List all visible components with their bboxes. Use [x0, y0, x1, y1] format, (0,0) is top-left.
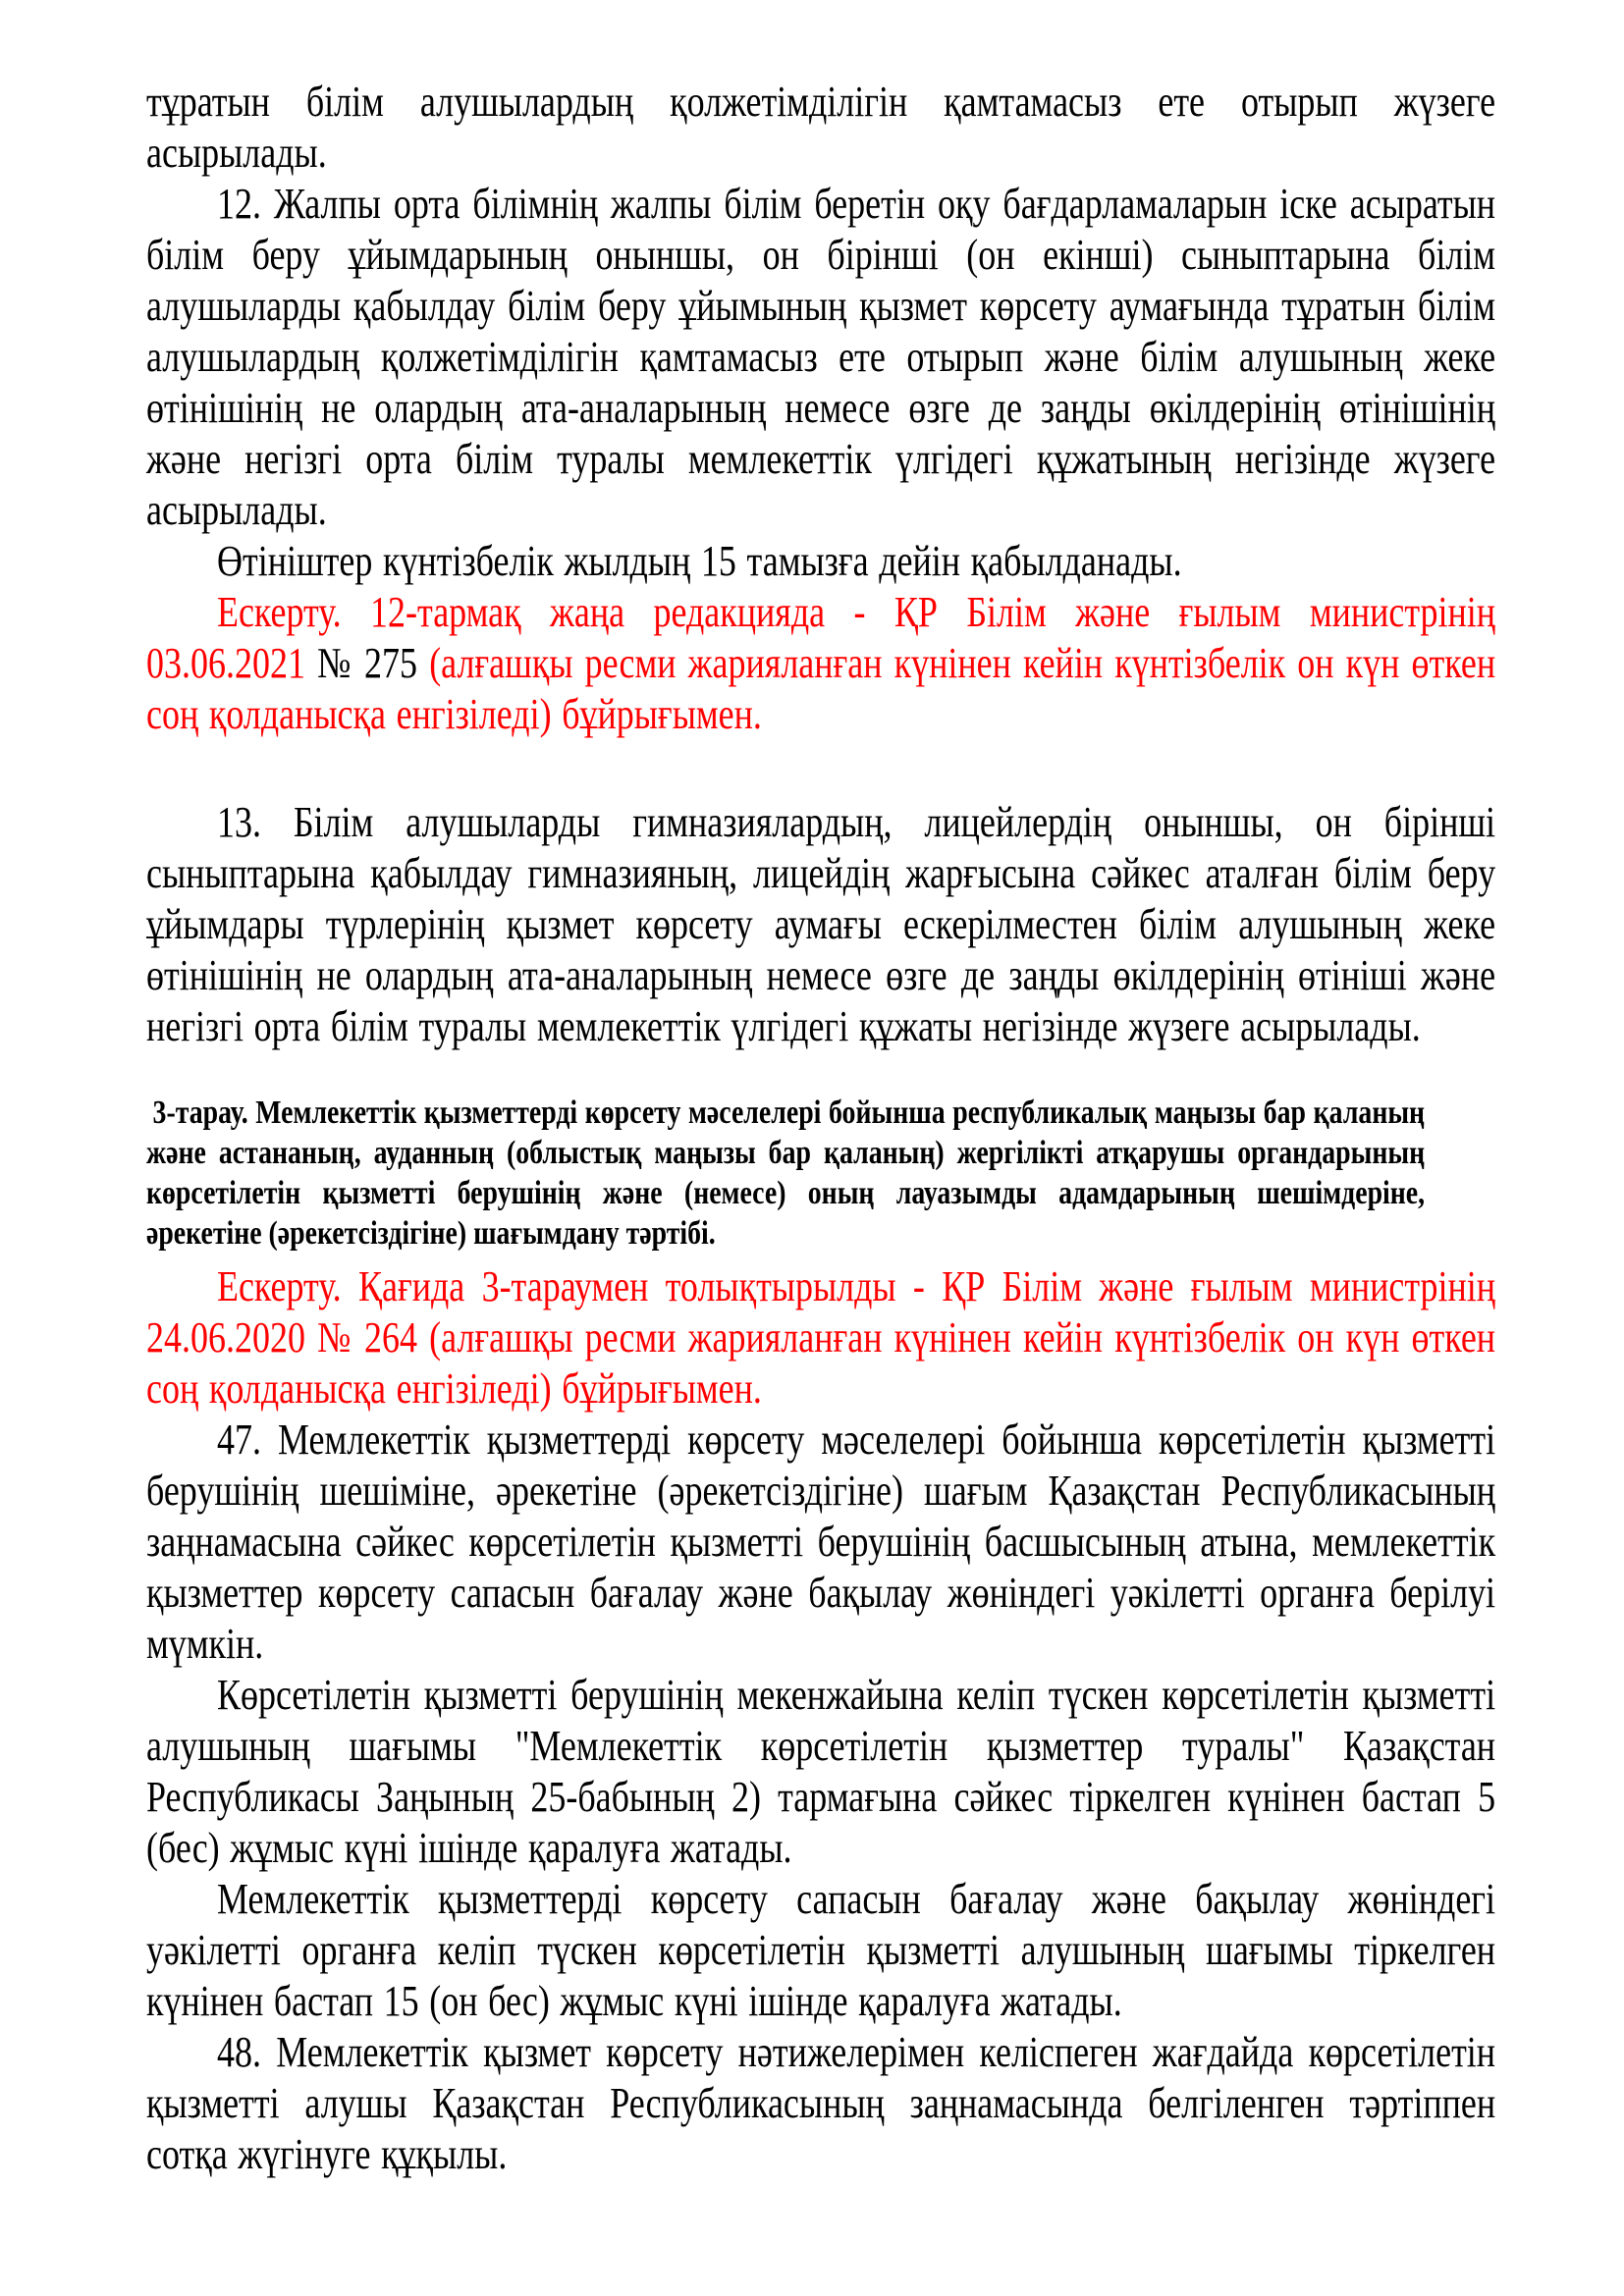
paragraph-47: 47. Мемлекеттік қызметтерді көрсету мәселелері бойынша көрсетілетін қызметті берушінің шешіміне, әрекетіне (әрекетсіздігіне) шағым Қазақстан Республикасының заңнамасына сәйкес көрсетілетін қызметті берушінің басшысының атына, мемлекеттік қызметтер көрсету сапасын бағалау және бақылау жөніндегі уәкілетті органға берілуі мүмкін. — [146, 1415, 1496, 1668]
note-paragraph-12 — [146, 587, 1495, 740]
paragraph-12: 12. Жалпы орта білімнің жалпы білім беретін оқу бағдарламаларын іске асыратын білім беру ұйымдарының оныншы, он бірінші (он екінші) сыныптарына білім алушыларды қабылдау білім беру ұйымының қызмет көрсету аумағында тұратын білім алушылардың қолжетімділігін қамтамасыз ете отырып және білім алушының жеке өтінішінің не олардың ата-аналарының немесе өзге де заңды өкілдерінің өтінішінің және негізгі орта білім туралы мемлекеттік үлгідегі құжатының негізінде жүзеге асырылады. — [146, 180, 1496, 534]
chapter-3-heading: 3-тарау. Мемлекеттік қызметтерді көрсету мәселелері бойынша республикалық маңызы бар қаланың және астананың, ауданның (облыстық маңызы бар қаланың) жергілікті атқарушы органдарының көрсетілетін қызметті берушінің және (немесе) оның лауазымды адамдарының шешімдеріне, әрекетіне (әрекетсіздігіне) шағымдану тәртібі. — [146, 1095, 1426, 1252]
note-chapter-3: Ескерту. Қағида 3-тараумен толықтырылды - ҚР Білім және ғылым министрінің 24.06.2020 № 264 (алғашқы ресми жарияланған күнінен кейін күнтізбелік он күн өткен соң қолданысқа енгізіледі) бұйрығымен. — [146, 1262, 1496, 1413]
paragraph-continuation: тұратын білім алушылардың қолжетімділігін қамтамасыз ете отырып жүзеге асырылады. — [146, 78, 1496, 177]
paragraph-13: 13. Білім алушыларды гимназиялардың, лицейлердің оныншы, он бірінші сыныптарына қабылдау гимназияның, лицейдің жарғысына сәйкес аталған білім беру ұйымдары түрлерінің қызмет көрсету аумағы ескерілместен білім алушының жеке өтінішінің не олардың ата-аналарының немесе өзге де заңды өкілдерінің өтініші және негізгі орта білім туралы мемлекеттік үлгідегі құжаты негізінде жүзеге асырылады. — [146, 798, 1496, 1050]
paragraph-47-authority-complaint: Мемлекеттік қызметтерді көрсету сапасын бағалау және бақылау жөніндегі уәкілетті органға келіп түскен көрсетілетін қызметті алушының шағымы тіркелген күнінен бастап 15 (он бес) жұмыс күні ішінде қаралуға жатады. — [146, 1875, 1496, 2025]
paragraph-47-provider-complaint: Көрсетілетін қызметті берушінің мекенжайына келіп түскен көрсетілетін қызметті алушының шағымы "Мемлекеттік көрсетілетін қызметтер туралы" Қазақстан Республикасы Заңының 25-бабының 2) тармағына сәйкес тіркелген күнінен бастап 5 (бес) жұмыс күні ішінде қаралуға жатады. — [146, 1671, 1496, 1872]
note-12-text-before-number: Ескерту. 12-тармақ жаңа редакцияда - ҚР Білім және ғылым министрінің 03.06.2021 — [146, 588, 1496, 687]
note-12-text-after-number: (алғашқы ресми жарияланған күнінен кейін күнтізбелік он күн өткен соң қолданысқа енгізіледі) бұйрығымен. — [146, 639, 1496, 738]
note-12-order-number: № 275 — [317, 639, 418, 687]
document-text-column — [146, 77, 1495, 2180]
paragraph-applications-deadline: Өтініштер күнтізбелік жылдың 15 тамызға дейін қабылданады. — [216, 537, 1182, 585]
paragraph-48: 48. Мемлекеттік қызмет көрсету нәтижелерімен келіспеген жағдайда көрсетілетін қызметті алушы Қазақстан Республикасының заңнамасында белгіленген тәртіппен сотқа жүгінуге құқылы. — [146, 2028, 1496, 2178]
